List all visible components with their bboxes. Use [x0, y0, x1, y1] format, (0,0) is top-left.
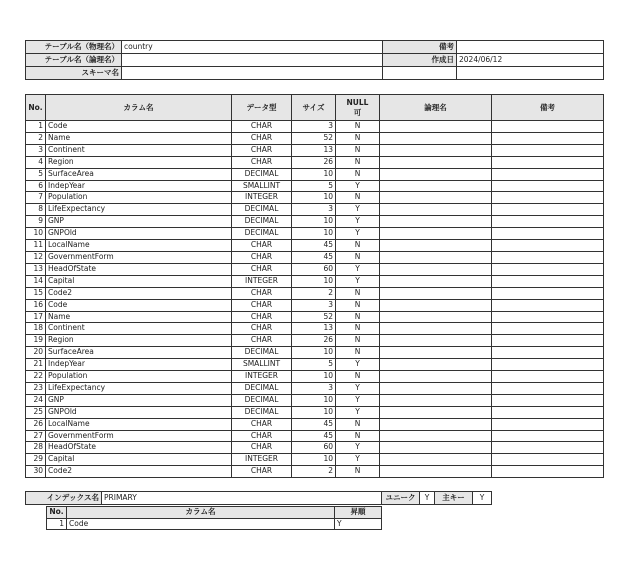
index-columns-table: [46, 506, 382, 530]
row-no: 1: [26, 121, 46, 133]
row-data-type: CHAR: [232, 335, 292, 347]
columns-table: [25, 94, 604, 478]
row-no: 10: [26, 228, 46, 240]
row-nullable: N: [336, 430, 380, 442]
row-column-name: Continent: [46, 323, 232, 335]
row-remarks: [492, 216, 604, 228]
col-header-null: [336, 95, 380, 121]
row-no: 28: [26, 442, 46, 454]
row-logical-name: [380, 371, 492, 383]
row-size: 10: [292, 371, 336, 383]
row-no: 8: [26, 204, 46, 216]
row-remarks: [492, 371, 604, 383]
row-nullable: N: [336, 144, 380, 156]
row-column-name: GovernmentForm: [46, 430, 232, 442]
col-header-size: サイズ: [292, 95, 336, 121]
row-remarks: [492, 228, 604, 240]
row-remarks: [492, 144, 604, 156]
schema-value: [122, 67, 383, 80]
index-row-asc: Y: [335, 518, 382, 530]
table-row: [26, 251, 604, 263]
row-logical-name: [380, 418, 492, 430]
row-logical-name: [380, 454, 492, 466]
col-header-no: No.: [26, 95, 46, 121]
row-data-type: DECIMAL: [232, 394, 292, 406]
index-row-no: 1: [47, 518, 67, 530]
row-column-name: Region: [46, 335, 232, 347]
row-size: 26: [292, 335, 336, 347]
col-header-type: データ型: [232, 95, 292, 121]
row-size: 10: [292, 168, 336, 180]
row-nullable: N: [336, 335, 380, 347]
row-remarks: [492, 347, 604, 359]
row-remarks: [492, 454, 604, 466]
row-data-type: SMALLINT: [232, 359, 292, 371]
table-row: [26, 216, 604, 228]
row-column-name: Code2: [46, 466, 232, 478]
null-header-line2: 可: [353, 107, 362, 117]
row-remarks: [492, 299, 604, 311]
row-no: 30: [26, 466, 46, 478]
schema-label: スキーマ名: [26, 67, 122, 80]
table-row: [26, 406, 604, 418]
row-size: 5: [292, 359, 336, 371]
row-column-name: GNPOld: [46, 228, 232, 240]
row-no: 3: [26, 144, 46, 156]
row-nullable: N: [336, 418, 380, 430]
row-remarks: [492, 311, 604, 323]
index-col-header-asc: 昇順: [335, 507, 382, 519]
row-data-type: DECIMAL: [232, 228, 292, 240]
row-column-name: IndepYear: [46, 180, 232, 192]
row-logical-name: [380, 192, 492, 204]
table-row: [26, 454, 604, 466]
row-logical-name: [380, 132, 492, 144]
row-no: 19: [26, 335, 46, 347]
row-remarks: [492, 323, 604, 335]
index-name-value: PRIMARY: [102, 492, 382, 505]
row-data-type: CHAR: [232, 121, 292, 133]
row-nullable: N: [336, 299, 380, 311]
row-data-type: SMALLINT: [232, 180, 292, 192]
row-column-name: GNP: [46, 394, 232, 406]
row-size: 52: [292, 311, 336, 323]
primary-key-label: 主キー: [435, 492, 473, 505]
row-remarks: [492, 132, 604, 144]
row-logical-name: [380, 275, 492, 287]
row-nullable: N: [336, 311, 380, 323]
table-row: [26, 466, 604, 478]
table-row: [26, 156, 604, 168]
row-nullable: N: [336, 156, 380, 168]
row-no: 18: [26, 323, 46, 335]
row-logical-name: [380, 335, 492, 347]
row-no: 20: [26, 347, 46, 359]
remarks-value: [457, 41, 604, 54]
row-column-name: LifeExpectancy: [46, 382, 232, 394]
row-logical-name: [380, 406, 492, 418]
row-no: 21: [26, 359, 46, 371]
row-remarks: [492, 466, 604, 478]
row-data-type: INTEGER: [232, 275, 292, 287]
row-data-type: CHAR: [232, 311, 292, 323]
table-row: [26, 144, 604, 156]
row-size: 52: [292, 132, 336, 144]
row-logical-name: [380, 394, 492, 406]
table-row: [26, 347, 604, 359]
row-logical-name: [380, 347, 492, 359]
col-header-remarks: 備考: [492, 95, 604, 121]
row-nullable: Y: [336, 216, 380, 228]
row-logical-name: [380, 466, 492, 478]
row-no: 25: [26, 406, 46, 418]
row-logical-name: [380, 156, 492, 168]
row-remarks: [492, 180, 604, 192]
row-size: 45: [292, 251, 336, 263]
row-size: 3: [292, 299, 336, 311]
row-size: 10: [292, 228, 336, 240]
row-size: 10: [292, 275, 336, 287]
row-nullable: N: [336, 121, 380, 133]
row-nullable: N: [336, 192, 380, 204]
row-nullable: Y: [336, 382, 380, 394]
table-row: [26, 228, 604, 240]
row-no: 7: [26, 192, 46, 204]
row-size: 5: [292, 180, 336, 192]
row-data-type: INTEGER: [232, 192, 292, 204]
row-size: 45: [292, 240, 336, 252]
row-column-name: Capital: [46, 275, 232, 287]
logical-name-value: [122, 54, 383, 67]
col-header-logical: 論理名: [380, 95, 492, 121]
row-remarks: [492, 275, 604, 287]
row-size: 45: [292, 418, 336, 430]
primary-key-value: Y: [473, 492, 492, 505]
row-column-name: LocalName: [46, 418, 232, 430]
row-nullable: N: [336, 168, 380, 180]
row-remarks: [492, 168, 604, 180]
table-row: [26, 335, 604, 347]
created-value: 2024/06/12: [457, 54, 604, 67]
table-row: [26, 204, 604, 216]
row-remarks: [492, 240, 604, 252]
row-logical-name: [380, 287, 492, 299]
row-data-type: CHAR: [232, 263, 292, 275]
row-column-name: Capital: [46, 454, 232, 466]
row-column-name: Code2: [46, 287, 232, 299]
table-row: [26, 168, 604, 180]
row-logical-name: [380, 180, 492, 192]
table-row: [26, 132, 604, 144]
row-size: 2: [292, 287, 336, 299]
row-column-name: SurfaceArea: [46, 168, 232, 180]
row-column-name: IndepYear: [46, 359, 232, 371]
row-size: 10: [292, 406, 336, 418]
row-data-type: CHAR: [232, 466, 292, 478]
row-data-type: DECIMAL: [232, 347, 292, 359]
table-row: [26, 418, 604, 430]
table-row: [26, 323, 604, 335]
row-no: 4: [26, 156, 46, 168]
row-logical-name: [380, 311, 492, 323]
row-logical-name: [380, 121, 492, 133]
row-nullable: N: [336, 251, 380, 263]
row-column-name: Region: [46, 156, 232, 168]
row-no: 27: [26, 430, 46, 442]
row-column-name: Name: [46, 132, 232, 144]
table-row: [26, 263, 604, 275]
row-size: 13: [292, 144, 336, 156]
row-remarks: [492, 335, 604, 347]
row-logical-name: [380, 382, 492, 394]
row-data-type: CHAR: [232, 251, 292, 263]
row-logical-name: [380, 204, 492, 216]
row-remarks: [492, 263, 604, 275]
row-column-name: Population: [46, 371, 232, 383]
created-label: 作成日: [383, 54, 457, 67]
row-nullable: Y: [336, 442, 380, 454]
row-data-type: DECIMAL: [232, 216, 292, 228]
row-no: 24: [26, 394, 46, 406]
null-header-line1: NULL: [346, 97, 369, 107]
row-logical-name: [380, 299, 492, 311]
table-row: [26, 299, 604, 311]
row-column-name: Continent: [46, 144, 232, 156]
row-nullable: N: [336, 132, 380, 144]
row-column-name: GNPOld: [46, 406, 232, 418]
row-data-type: DECIMAL: [232, 382, 292, 394]
row-nullable: Y: [336, 228, 380, 240]
row-remarks: [492, 394, 604, 406]
row-logical-name: [380, 144, 492, 156]
table-meta: [25, 40, 604, 80]
row-size: 3: [292, 204, 336, 216]
row-data-type: INTEGER: [232, 371, 292, 383]
row-data-type: CHAR: [232, 132, 292, 144]
row-remarks: [492, 382, 604, 394]
row-no: 16: [26, 299, 46, 311]
row-remarks: [492, 359, 604, 371]
row-data-type: DECIMAL: [232, 406, 292, 418]
physical-name-value: country: [122, 41, 383, 54]
row-column-name: LifeExpectancy: [46, 204, 232, 216]
row-no: 9: [26, 216, 46, 228]
row-logical-name: [380, 359, 492, 371]
row-no: 6: [26, 180, 46, 192]
row-no: 13: [26, 263, 46, 275]
row-size: 3: [292, 382, 336, 394]
row-size: 60: [292, 442, 336, 454]
row-remarks: [492, 192, 604, 204]
blank-cell: [383, 67, 457, 80]
row-remarks: [492, 204, 604, 216]
row-remarks: [492, 121, 604, 133]
table-row: [26, 121, 604, 133]
row-size: 3: [292, 121, 336, 133]
row-logical-name: [380, 240, 492, 252]
row-remarks: [492, 156, 604, 168]
table-row: [26, 192, 604, 204]
row-no: 29: [26, 454, 46, 466]
row-data-type: CHAR: [232, 442, 292, 454]
table-row: [26, 275, 604, 287]
physical-name-label: テーブル名（物理名）: [26, 41, 122, 54]
row-nullable: Y: [336, 275, 380, 287]
row-logical-name: [380, 216, 492, 228]
row-data-type: DECIMAL: [232, 204, 292, 216]
unique-value: Y: [420, 492, 435, 505]
row-data-type: CHAR: [232, 144, 292, 156]
logical-name-label: テーブル名（論理名）: [26, 54, 122, 67]
row-remarks: [492, 287, 604, 299]
row-nullable: Y: [336, 454, 380, 466]
table-row: [26, 442, 604, 454]
table-row: [26, 311, 604, 323]
row-data-type: INTEGER: [232, 454, 292, 466]
table-row: [47, 518, 382, 530]
columns-table-body: [26, 121, 604, 478]
row-column-name: HeadOfState: [46, 442, 232, 454]
row-column-name: Code: [46, 121, 232, 133]
row-data-type: CHAR: [232, 287, 292, 299]
row-column-name: Population: [46, 192, 232, 204]
row-data-type: CHAR: [232, 323, 292, 335]
index-col-header-no: No.: [47, 507, 67, 519]
row-data-type: CHAR: [232, 299, 292, 311]
row-no: 5: [26, 168, 46, 180]
table-row: [26, 180, 604, 192]
row-nullable: Y: [336, 394, 380, 406]
row-column-name: LocalName: [46, 240, 232, 252]
table-row: [26, 430, 604, 442]
row-nullable: Y: [336, 204, 380, 216]
row-nullable: N: [336, 287, 380, 299]
row-data-type: CHAR: [232, 156, 292, 168]
row-column-name: SurfaceArea: [46, 347, 232, 359]
row-logical-name: [380, 442, 492, 454]
row-size: 45: [292, 430, 336, 442]
row-size: 26: [292, 156, 336, 168]
row-no: 23: [26, 382, 46, 394]
unique-label: ユニーク: [382, 492, 420, 505]
table-row: [26, 382, 604, 394]
row-logical-name: [380, 430, 492, 442]
row-logical-name: [380, 323, 492, 335]
row-size: 10: [292, 216, 336, 228]
index-header-table: [25, 491, 492, 505]
row-logical-name: [380, 168, 492, 180]
row-size: 2: [292, 466, 336, 478]
row-nullable: N: [336, 240, 380, 252]
row-nullable: N: [336, 347, 380, 359]
row-logical-name: [380, 263, 492, 275]
row-data-type: CHAR: [232, 430, 292, 442]
row-no: 11: [26, 240, 46, 252]
row-size: 13: [292, 323, 336, 335]
row-logical-name: [380, 251, 492, 263]
row-logical-name: [380, 228, 492, 240]
row-nullable: Y: [336, 180, 380, 192]
row-remarks: [492, 430, 604, 442]
row-nullable: N: [336, 466, 380, 478]
row-no: 17: [26, 311, 46, 323]
row-column-name: GNP: [46, 216, 232, 228]
table-row: [26, 287, 604, 299]
row-data-type: CHAR: [232, 418, 292, 430]
row-size: 10: [292, 192, 336, 204]
row-column-name: Name: [46, 311, 232, 323]
row-nullable: N: [336, 371, 380, 383]
col-header-column: カラム名: [46, 95, 232, 121]
row-size: 10: [292, 454, 336, 466]
blank-cell: [457, 67, 604, 80]
row-nullable: Y: [336, 263, 380, 275]
table-row: [26, 394, 604, 406]
row-remarks: [492, 406, 604, 418]
row-no: 14: [26, 275, 46, 287]
row-column-name: HeadOfState: [46, 263, 232, 275]
index-col-header-column: カラム名: [67, 507, 335, 519]
row-data-type: CHAR: [232, 240, 292, 252]
row-size: 10: [292, 394, 336, 406]
table-row: [26, 359, 604, 371]
index-row-column: Code: [67, 518, 335, 530]
row-nullable: Y: [336, 406, 380, 418]
row-no: 22: [26, 371, 46, 383]
row-no: 26: [26, 418, 46, 430]
row-remarks: [492, 418, 604, 430]
remarks-label: 備考: [383, 41, 457, 54]
index-name-label: インデックス名: [26, 492, 102, 505]
row-remarks: [492, 251, 604, 263]
row-no: 2: [26, 132, 46, 144]
row-size: 60: [292, 263, 336, 275]
table-row: [26, 371, 604, 383]
row-column-name: GovernmentForm: [46, 251, 232, 263]
index-columns-body: [47, 518, 382, 530]
row-nullable: N: [336, 323, 380, 335]
row-no: 12: [26, 251, 46, 263]
row-remarks: [492, 442, 604, 454]
row-data-type: DECIMAL: [232, 168, 292, 180]
row-no: 15: [26, 287, 46, 299]
row-size: 10: [292, 347, 336, 359]
table-row: [26, 240, 604, 252]
row-nullable: Y: [336, 359, 380, 371]
row-column-name: Code: [46, 299, 232, 311]
